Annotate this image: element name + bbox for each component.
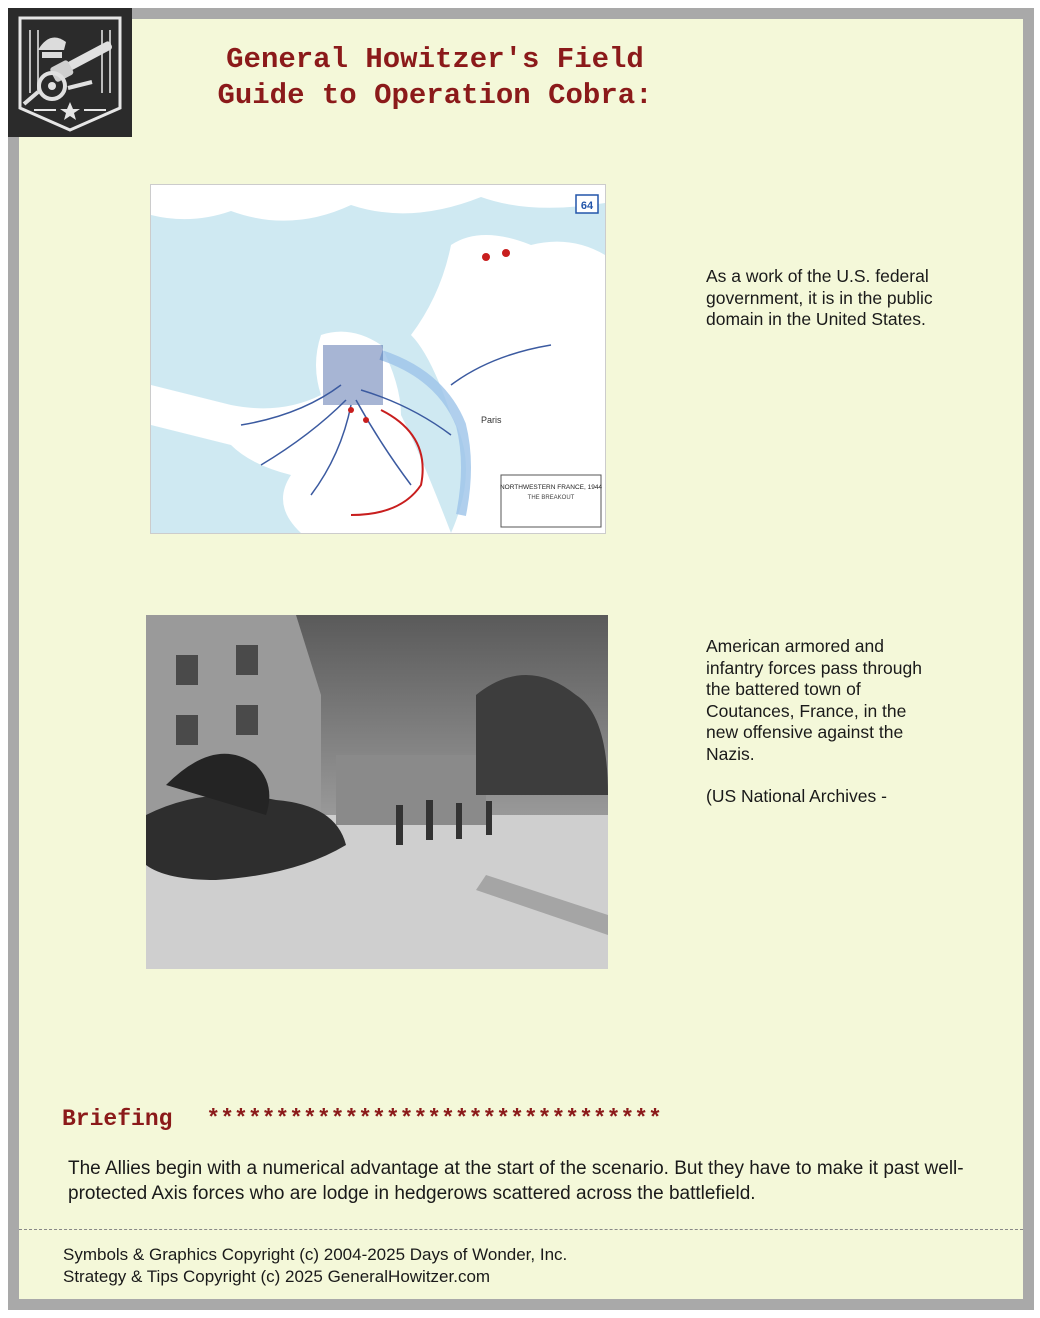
briefing-title: Briefing <box>62 1106 173 1132</box>
title-line-2: Guide to Operation Cobra: <box>217 79 653 112</box>
map-legend-subtitle: THE BREAKOUT <box>527 495 575 501</box>
map-city-label-paris: Paris <box>481 415 502 425</box>
photo-caption <box>706 636 936 808</box>
howitzer-logo-icon <box>8 8 132 137</box>
briefing-text: The Allies begin with a numerical advantage at the start of the scenario. But they have to make it past well-protected Axis forces who are lodge in hedgerows scattered across the battlefield. <box>68 1158 964 1204</box>
photo-caption-text: American armored and infantry forces pass through the battered town of Coutances, France, in the new offensive against the Nazis. <box>706 636 922 764</box>
footer-divider <box>19 1229 1023 1230</box>
briefing-stars: ********************************* <box>206 1106 662 1132</box>
map-caption: As a work of the U.S. federal government, it is in the public domain in the United States. <box>706 266 933 329</box>
footer <box>63 1244 567 1288</box>
photo-source: (US National Archives - <box>706 786 887 806</box>
copyright-line-2: Strategy & Tips Copyright (c) 2025 GeneralHowitzer.com <box>63 1267 491 1286</box>
map-graphic <box>151 185 605 533</box>
map-legend-title: NORTHWESTERN FRANCE, 1944 <box>499 484 603 491</box>
page-title <box>150 42 720 114</box>
copyright-line-1: Symbols & Graphics Copyright (c) 2004-2025 Days of Wonder, Inc. <box>63 1245 568 1264</box>
howitzer-badge-icon <box>8 8 132 137</box>
photo-graphic <box>146 615 608 969</box>
operation-map-image <box>150 184 606 534</box>
title-line-1: General Howitzer's Field <box>226 43 644 76</box>
map-number-label: 64 <box>580 200 594 212</box>
coutances-photo-image <box>146 615 608 969</box>
briefing-heading <box>62 1106 662 1132</box>
